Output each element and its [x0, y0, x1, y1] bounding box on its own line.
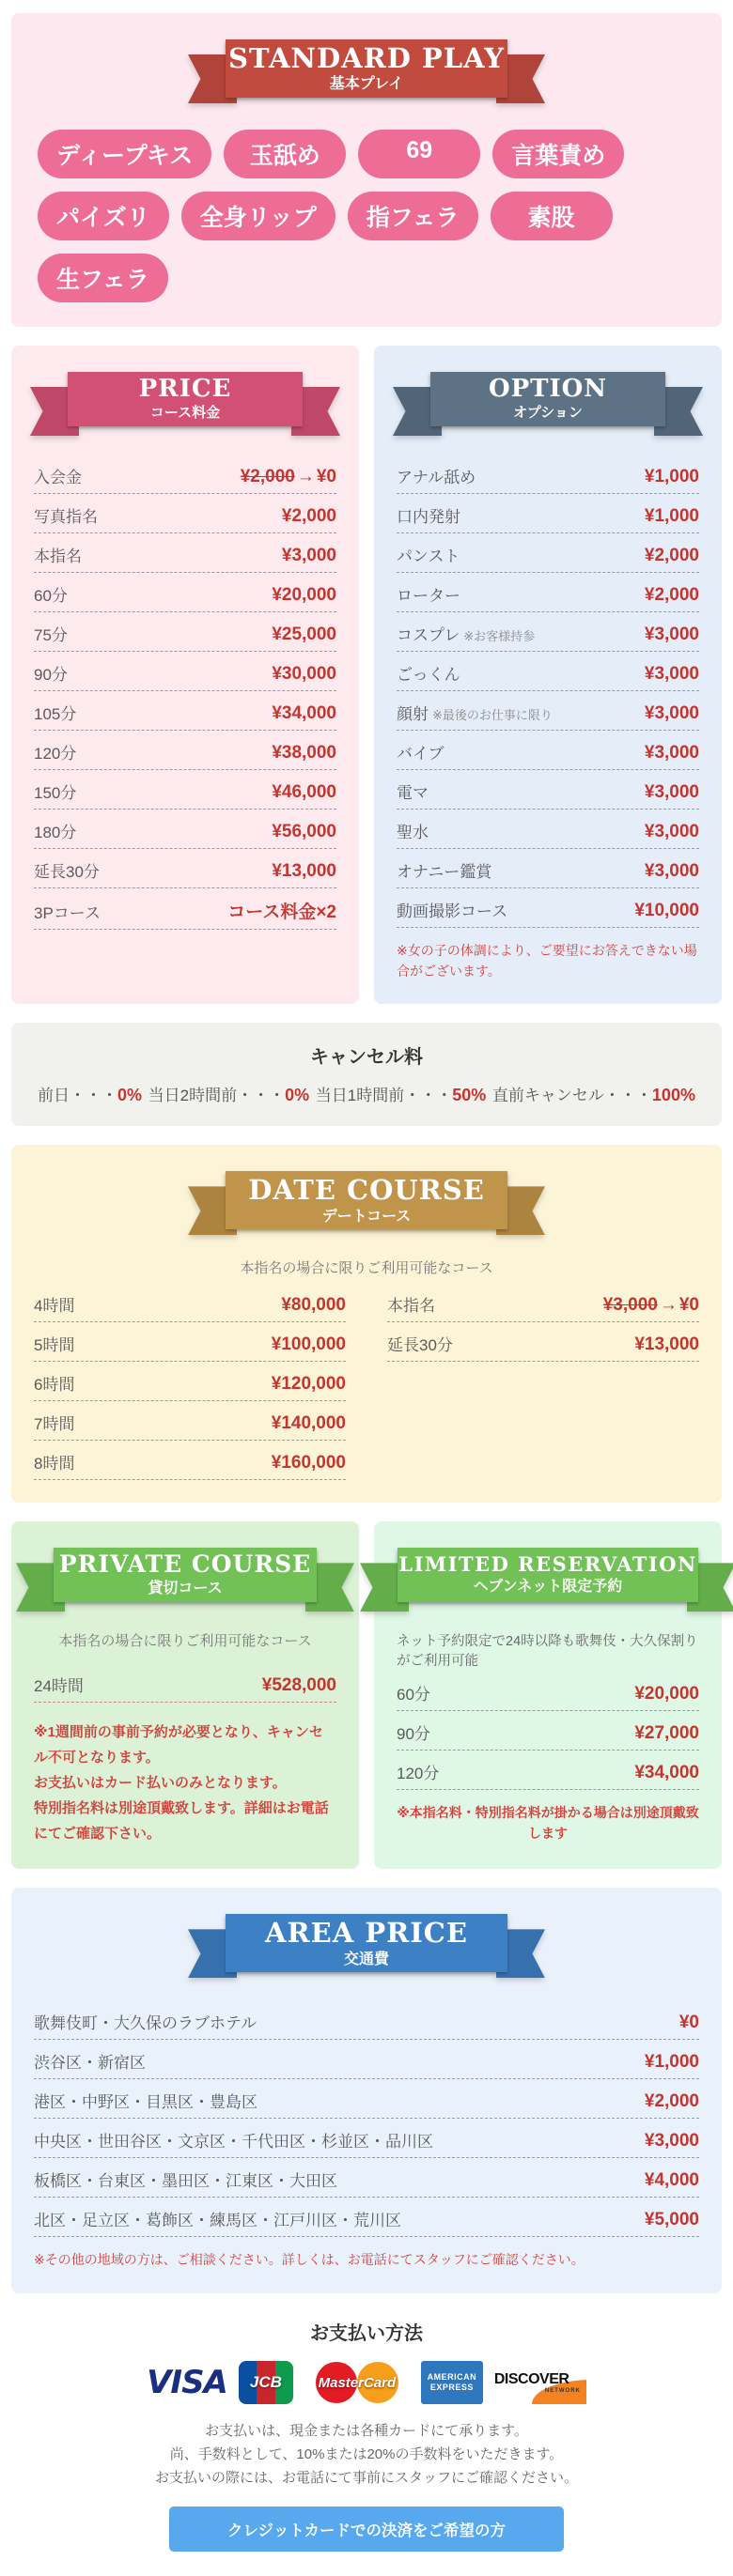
row-label: ローター	[397, 587, 460, 605]
jcb-logo	[239, 2361, 293, 2404]
table-row	[397, 888, 699, 928]
row-value: ¥5,000	[644, 2210, 699, 2230]
row-value: ¥100,000	[271, 1334, 346, 1355]
table-row	[34, 1401, 346, 1441]
row-label: 聖水	[397, 824, 429, 841]
row-value: ¥25,000	[272, 625, 336, 644]
row-value: コース料金×2	[227, 902, 336, 922]
table-row	[34, 731, 336, 770]
footnote-line: お支払いはカード払いのみとなります。	[34, 1775, 287, 1792]
row-label: コスプレ	[397, 626, 460, 644]
section-title: LIMITED RESERVATION	[398, 1552, 697, 1577]
row-value: ¥3,000	[644, 664, 699, 684]
table-row	[34, 810, 336, 849]
row-label: 4時間	[34, 1297, 75, 1316]
table-row	[34, 1663, 336, 1703]
ribbon-bar	[68, 372, 303, 426]
table-row	[397, 1711, 699, 1751]
table-row	[397, 494, 699, 533]
cancel-fee-items	[30, 1082, 703, 1109]
private-course-ribbon	[54, 1548, 317, 1602]
row-value: ¥1,000	[644, 2052, 699, 2073]
table-row	[397, 770, 699, 810]
row-value: ¥56,000	[272, 822, 336, 841]
date-course-ribbon	[226, 1171, 507, 1229]
row-value: ¥30,000	[272, 664, 336, 684]
row-value: ¥1,000	[644, 506, 699, 526]
private-course-footnotes	[34, 1720, 336, 1846]
table-row	[34, 612, 336, 652]
table-row	[387, 1322, 699, 1362]
ribbon-bar	[54, 1548, 317, 1602]
jcb-label: JCB	[249, 2373, 282, 2392]
table-row	[397, 731, 699, 770]
cancel-label: 直前キャンセル・・・	[491, 1087, 652, 1105]
row-label: 動画撮影コース	[397, 902, 508, 920]
row-old-value: ¥3,000	[602, 1295, 658, 1316]
row-label: 渋谷区・新宿区	[34, 2054, 146, 2073]
table-row	[397, 573, 699, 612]
row-label-group	[397, 622, 535, 645]
table-row	[397, 1672, 699, 1711]
row-value: ¥2,000	[644, 2091, 699, 2112]
table-row	[397, 810, 699, 849]
row-value: ¥3,000	[644, 743, 699, 763]
table-row	[397, 652, 699, 691]
row-label: 港区・中野区・目黒区・豊島区	[34, 2093, 257, 2112]
row-old-value: ¥2,000	[240, 467, 295, 486]
date-course-left-column	[34, 1283, 346, 1480]
cancel-fee-title: キャンセル料	[310, 1047, 423, 1069]
row-label: 60分	[34, 587, 68, 605]
section-title: PRIVATE COURSE	[58, 1550, 312, 1579]
row-value-cell	[603, 1295, 699, 1316]
row-label: 150分	[34, 784, 77, 802]
row-label: アナル舐め	[397, 469, 476, 486]
row-label: 写真指名	[34, 508, 98, 526]
row-label: 180分	[34, 824, 77, 841]
row-value: ¥34,000	[634, 1763, 699, 1783]
green-columns	[11, 1521, 722, 1869]
table-row	[387, 1283, 699, 1322]
option-footnote: ※女の子の体調により、ご要望にお答えできない場合がございます。	[397, 943, 697, 979]
row-note: ※最後のお仕事に限り	[432, 708, 553, 722]
section-subtitle: デートコース	[321, 1208, 412, 1225]
row-label: 板橋区・台東区・墨田区・江東区・大田区	[34, 2172, 337, 2191]
row-value: ¥0	[316, 467, 336, 486]
table-row	[34, 2119, 699, 2158]
discover-logo	[494, 2361, 586, 2404]
row-label: 5時間	[34, 1336, 75, 1355]
play-tag: 言葉責め	[492, 130, 624, 178]
mastercard-logo	[304, 2360, 410, 2405]
amex-label-line2: EXPRESS	[429, 2383, 474, 2393]
table-row	[34, 494, 336, 533]
row-label: 北区・足立区・葛飾区・練馬区・江戸川区・荒川区	[34, 2212, 401, 2230]
row-label: オナニー鑑賞	[397, 863, 492, 881]
row-value: ¥1,000	[644, 467, 699, 486]
cancel-value: 0%	[285, 1086, 310, 1105]
price-option-columns	[11, 346, 722, 1004]
row-label-group	[397, 701, 553, 724]
play-tag: 玉舐め	[224, 130, 346, 178]
row-value: ¥528,000	[261, 1675, 336, 1696]
payment-title: お支払い方法	[310, 2323, 423, 2345]
play-tag: 69	[358, 130, 480, 178]
row-value: ¥27,000	[634, 1723, 699, 1744]
row-label: 24時間	[34, 1677, 84, 1696]
section-subtitle: 交通費	[343, 1951, 389, 1967]
row-note: ※お客様持参	[463, 629, 536, 643]
table-row	[397, 1751, 699, 1790]
row-value-cell	[241, 467, 336, 487]
table-row	[34, 888, 336, 930]
row-value: ¥140,000	[271, 1413, 346, 1434]
row-label: 90分	[397, 1725, 430, 1744]
row-value: ¥0	[678, 2013, 699, 2033]
row-value: ¥2,000	[644, 546, 699, 565]
play-tag: 全身リップ	[181, 192, 335, 240]
row-label: 本指名	[34, 548, 82, 565]
row-value: ¥3,000	[644, 703, 699, 723]
section-cancel-fee	[11, 1023, 722, 1126]
row-value: ¥38,000	[272, 743, 336, 763]
option-ribbon	[430, 372, 665, 426]
row-label: 電マ	[397, 784, 429, 802]
limited-reservation-footnote: ※本指名料・特別指名料が掛かる場合は別途頂戴致します	[397, 1805, 699, 1842]
ribbon-bar	[226, 1914, 507, 1972]
row-value: ¥3,000	[281, 546, 336, 565]
row-label: 3Pコース	[34, 904, 101, 922]
section-title: OPTION	[488, 374, 608, 403]
row-value: ¥2,000	[644, 585, 699, 605]
section-date-course	[11, 1145, 722, 1503]
table-row	[34, 2040, 699, 2079]
row-value: ¥20,000	[634, 1684, 699, 1704]
amex-label-line1: AMERICAN	[427, 2371, 477, 2382]
cancel-item	[38, 1082, 142, 1105]
table-row	[34, 2198, 699, 2237]
row-arrow: →	[659, 1295, 678, 1316]
date-course-right-column	[387, 1283, 699, 1362]
payment-note-line: 尚、手数料として、10%または20%の手数料をいただきます。	[169, 2445, 564, 2462]
row-label: 7時間	[34, 1415, 75, 1434]
cancel-value: 100%	[651, 1086, 695, 1105]
row-value: ¥3,000	[644, 625, 699, 644]
section-option	[374, 346, 722, 1004]
cancel-label: 前日・・・	[38, 1087, 117, 1105]
section-payment	[0, 2312, 733, 2552]
payment-note-line: お支払いは、現金または各種カードにて承ります。	[205, 2423, 528, 2440]
section-area-price	[11, 1888, 722, 2293]
section-title: AREA PRICE	[265, 1917, 468, 1950]
table-row	[397, 455, 699, 494]
cancel-value: 0%	[117, 1086, 143, 1105]
footnote-line: 特別指名料は別途頂戴致します。詳細はお電話にてご確認下さい。	[34, 1800, 329, 1843]
section-subtitle: ヘブンネット限定予約	[473, 1579, 623, 1596]
amex-logo	[421, 2361, 483, 2404]
section-subtitle: 貸切コース	[148, 1581, 223, 1597]
row-label: 中央区・世田谷区・文京区・千代田区・杉並区・品川区	[34, 2133, 433, 2152]
play-tag: 生フェラ	[38, 254, 168, 302]
table-row	[34, 770, 336, 810]
cancel-label: 当日2時間前・・・	[148, 1087, 286, 1105]
table-row	[34, 1362, 346, 1401]
table-row	[34, 849, 336, 888]
section-limited-reservation	[374, 1521, 722, 1869]
row-label: 延長30分	[387, 1336, 453, 1355]
ribbon-bar	[226, 39, 507, 98]
section-subtitle: コース料金	[149, 405, 221, 422]
table-row	[397, 849, 699, 888]
row-value: ¥3,000	[644, 822, 699, 841]
limited-reservation-note: ネット予約限定で24時以降も歌舞伎・大久保割りがご利用可能	[397, 1634, 698, 1670]
row-value: ¥120,000	[271, 1374, 346, 1395]
row-value: ¥3,000	[644, 2131, 699, 2152]
cancel-label: 当日1時間前・・・	[315, 1087, 453, 1105]
row-label: 6時間	[34, 1376, 75, 1395]
section-subtitle: 基本プレイ	[329, 76, 404, 93]
ribbon-bar	[430, 372, 665, 426]
standard-play-ribbon	[226, 39, 507, 98]
row-value: ¥0	[678, 1295, 699, 1316]
section-price	[11, 346, 359, 1004]
cancel-value: 50%	[452, 1086, 487, 1105]
table-row	[397, 612, 699, 652]
row-value: ¥20,000	[272, 585, 336, 605]
ribbon-bar	[226, 1171, 507, 1229]
row-label: ごっくん	[397, 666, 460, 684]
row-label: 顔射	[397, 705, 429, 723]
credit-card-payment-button[interactable]: クレジットカードでの決済をご希望の方	[169, 2507, 564, 2552]
row-value: ¥3,000	[644, 861, 699, 881]
mastercard-label: MasterCard	[318, 2374, 397, 2391]
cancel-item	[316, 1082, 487, 1105]
row-label: 120分	[34, 745, 77, 763]
row-value: ¥13,000	[272, 861, 336, 881]
play-tag: パイズリ	[38, 192, 169, 240]
row-label: 歌舞伎町・大久保のラブホテル	[34, 2014, 257, 2033]
table-row	[34, 1441, 346, 1480]
row-value: ¥10,000	[634, 901, 699, 920]
price-ribbon	[68, 372, 303, 426]
play-tag: 指フェラ	[348, 192, 478, 240]
row-value: ¥4,000	[644, 2170, 699, 2191]
row-value: ¥13,000	[634, 1334, 699, 1355]
row-value: ¥3,000	[644, 782, 699, 802]
row-label: 90分	[34, 666, 68, 684]
row-label: 105分	[34, 705, 77, 723]
payment-notes	[23, 2420, 710, 2490]
section-title: DATE COURSE	[248, 1174, 485, 1207]
table-row	[34, 2158, 699, 2198]
table-row	[34, 2079, 699, 2119]
private-course-note: 本指名の場合に限りご利用可能なコース	[58, 1633, 312, 1650]
table-row	[34, 1283, 346, 1322]
play-tag: ディープキス	[38, 130, 211, 178]
table-row	[397, 691, 699, 731]
area-price-footnote: ※その他の地域の方は、ご相談ください。詳しくは、お電話にてスタッフにご確認ください。	[34, 2252, 585, 2268]
date-course-columns	[34, 1283, 699, 1480]
row-value: ¥80,000	[281, 1295, 346, 1316]
row-value: ¥46,000	[272, 782, 336, 802]
table-row	[397, 533, 699, 573]
row-label: 120分	[397, 1765, 440, 1783]
cancel-item	[492, 1082, 695, 1105]
table-row	[34, 455, 336, 494]
section-standard-play	[11, 13, 722, 327]
section-subtitle: オプション	[513, 405, 583, 422]
date-course-note: 本指名の場合に限りご利用可能なコース	[240, 1260, 493, 1277]
ribbon-bar	[398, 1548, 698, 1602]
limited-reservation-ribbon	[398, 1548, 698, 1602]
row-value: ¥34,000	[272, 703, 336, 723]
row-label: パンスト	[397, 548, 460, 565]
cancel-item	[148, 1082, 309, 1105]
table-row	[34, 2000, 699, 2040]
section-title: STANDARD PLAY	[228, 41, 505, 74]
row-label: 口内発射	[397, 508, 460, 526]
row-value: ¥160,000	[271, 1453, 346, 1473]
row-value: ¥2,000	[281, 506, 336, 526]
row-label: 本指名	[387, 1297, 435, 1316]
row-arrow: →	[296, 467, 315, 486]
play-tag: 素股	[491, 192, 613, 240]
table-row	[34, 533, 336, 573]
play-tags	[34, 126, 699, 304]
row-label: 75分	[34, 626, 68, 644]
row-label: 60分	[397, 1686, 430, 1704]
table-row	[34, 1322, 346, 1362]
row-label: 入会金	[34, 469, 82, 486]
payment-card-logos	[23, 2360, 710, 2405]
area-price-ribbon	[226, 1914, 507, 1972]
table-row	[34, 691, 336, 731]
footnote-line: ※1週間前の事前予約が必要となり、キャンセル不可となります。	[34, 1724, 323, 1766]
section-title: PRICE	[138, 374, 232, 403]
payment-note-line: お支払いの際には、お電話にて事前にスタッフにご確認ください。	[154, 2469, 578, 2486]
row-label: 8時間	[34, 1455, 75, 1473]
visa-logo: VISA	[147, 2364, 227, 2402]
row-label: バイブ	[397, 745, 444, 763]
section-private-course	[11, 1521, 359, 1869]
table-row	[34, 573, 336, 612]
row-label: 延長30分	[34, 863, 100, 881]
discover-network-label: NETWORK	[544, 2388, 581, 2395]
table-row	[34, 652, 336, 691]
discover-label: DISCOVER	[493, 2371, 569, 2388]
